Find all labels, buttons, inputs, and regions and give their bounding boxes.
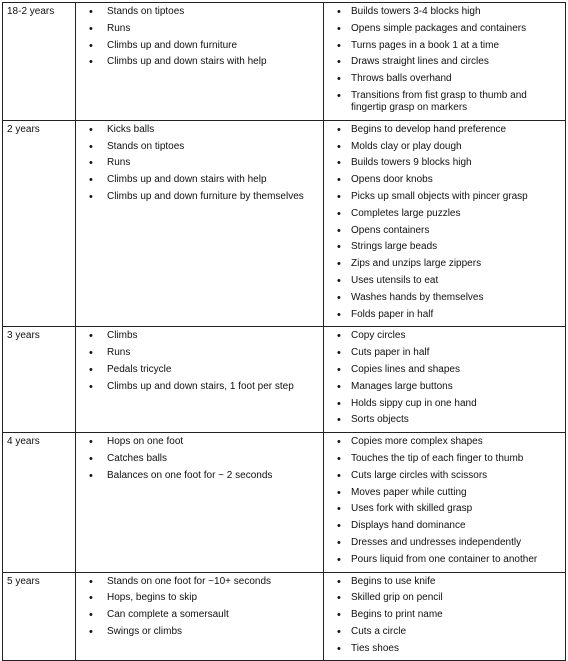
fine-motor-cell (324, 433, 566, 572)
fine-motor-item: • Zips and unzips large zippers (328, 258, 561, 270)
gross-motor-item: • Pedals tricycle (80, 364, 319, 376)
gross-motor-item: • Kicks balls (80, 124, 319, 136)
fine-motor-cell (324, 120, 566, 327)
fine-motor-item: • Completes large puzzles (328, 208, 561, 220)
fine-motor-item: • Begins to print name (328, 609, 561, 621)
gross-motor-item: • Climbs up and down stairs, 1 foot per step (80, 381, 319, 393)
fine-motor-item: • Ties shoes (328, 643, 561, 655)
table-row (3, 327, 566, 433)
gross-motor-cell (76, 3, 324, 121)
fine-motor-cell (324, 572, 566, 661)
fine-motor-item: • Uses utensils to eat (328, 275, 561, 287)
gross-motor-item: • Balances on one foot for ~ 2 seconds (80, 470, 319, 482)
fine-motor-list (328, 576, 561, 655)
table-row (3, 3, 566, 121)
gross-motor-cell (76, 433, 324, 572)
gross-motor-list (80, 576, 319, 638)
fine-motor-item: • Opens simple packages and containers (328, 23, 561, 35)
fine-motor-item: • Manages large buttons (328, 381, 561, 393)
fine-motor-list (328, 6, 561, 114)
fine-motor-item: • Folds paper in half (328, 309, 561, 321)
gross-motor-item: • Runs (80, 157, 319, 169)
fine-motor-item: • Begins to develop hand preference (328, 124, 561, 136)
gross-motor-item: • Runs (80, 23, 319, 35)
gross-motor-cell (76, 327, 324, 433)
fine-motor-item: • Skilled grip on pencil (328, 592, 561, 604)
age-cell: 3 years (3, 327, 76, 433)
fine-motor-item: • Molds clay or play dough (328, 141, 561, 153)
gross-motor-item: • Stands on tiptoes (80, 6, 319, 18)
fine-motor-item: • Holds sippy cup in one hand (328, 398, 561, 410)
fine-motor-item: • Turns pages in a book 1 at a time (328, 40, 561, 52)
gross-motor-item: • Stands on one foot for ~10+ seconds (80, 576, 319, 588)
gross-motor-item: • Can complete a somersault (80, 609, 319, 621)
gross-motor-item: • Swings or climbs (80, 626, 319, 638)
fine-motor-item: • Washes hands by themselves (328, 292, 561, 304)
gross-motor-item: • Climbs up and down furniture by themselves (80, 191, 319, 203)
fine-motor-item: • Draws straight lines and circles (328, 56, 561, 68)
fine-motor-item: • Moves paper while cutting (328, 487, 561, 499)
age-cell: 4 years (3, 433, 76, 572)
gross-motor-item: • Hops on one foot (80, 436, 319, 448)
table-row (3, 120, 566, 327)
fine-motor-cell (324, 3, 566, 121)
fine-motor-item: • Builds towers 9 blocks high (328, 157, 561, 169)
gross-motor-item: • Runs (80, 347, 319, 359)
age-cell: 2 years (3, 120, 76, 327)
fine-motor-item: • Touches the tip of each finger to thumb (328, 453, 561, 465)
fine-motor-list (328, 330, 561, 426)
age-cell: 18-2 years (3, 3, 76, 121)
gross-motor-cell (76, 120, 324, 327)
fine-motor-item: • Copies lines and shapes (328, 364, 561, 376)
fine-motor-item: • Transitions from fist grasp to thumb and fingertip grasp on markers (328, 90, 561, 114)
gross-motor-item: • Stands on tiptoes (80, 141, 319, 153)
fine-motor-item: • Cuts paper in half (328, 347, 561, 359)
fine-motor-item: • Cuts a circle (328, 626, 561, 638)
table-row (3, 572, 566, 661)
gross-motor-cell (76, 572, 324, 661)
fine-motor-item: • Cuts large circles with scissors (328, 470, 561, 482)
milestones-body (3, 3, 566, 661)
gross-motor-item: • Climbs (80, 330, 319, 342)
gross-motor-item: • Climbs up and down furniture (80, 40, 319, 52)
fine-motor-item: • Copies more complex shapes (328, 436, 561, 448)
gross-motor-item: • Hops, begins to skip (80, 592, 319, 604)
fine-motor-cell (324, 327, 566, 433)
fine-motor-item: • Strings large beads (328, 241, 561, 253)
fine-motor-list (328, 436, 561, 566)
gross-motor-list (80, 124, 319, 203)
fine-motor-item: • Displays hand dominance (328, 520, 561, 532)
fine-motor-item: • Begins to use knife (328, 576, 561, 588)
gross-motor-item: • Climbs up and down stairs with help (80, 56, 319, 68)
gross-motor-item: • Climbs up and down stairs with help (80, 174, 319, 186)
fine-motor-item: • Dresses and undresses independently (328, 537, 561, 549)
gross-motor-list (80, 330, 319, 392)
fine-motor-item: • Pours liquid from one container to another (328, 554, 561, 566)
fine-motor-item: • Throws balls overhand (328, 73, 561, 85)
gross-motor-item: • Catches balls (80, 453, 319, 465)
fine-motor-item: • Picks up small objects with pincer grasp (328, 191, 561, 203)
milestones-table (2, 2, 566, 661)
fine-motor-item: • Copy circles (328, 330, 561, 342)
fine-motor-item: • Opens containers (328, 225, 561, 237)
fine-motor-item: • Sorts objects (328, 414, 561, 426)
fine-motor-list (328, 124, 561, 321)
table-row (3, 433, 566, 572)
gross-motor-list (80, 436, 319, 482)
fine-motor-item: • Uses fork with skilled grasp (328, 503, 561, 515)
fine-motor-item: • Builds towers 3-4 blocks high (328, 6, 561, 18)
fine-motor-item: • Opens door knobs (328, 174, 561, 186)
age-cell: 5 years (3, 572, 76, 661)
gross-motor-list (80, 6, 319, 68)
